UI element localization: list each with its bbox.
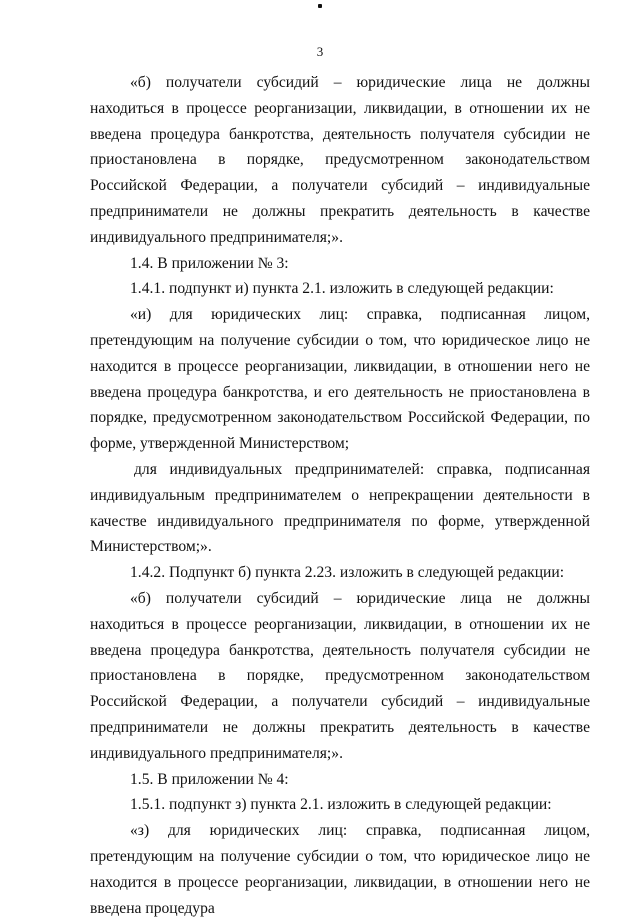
paragraph-i-legal-entities: «и) для юридических лиц: справка, подписанная лицом, претендующим на получение субсидии о том, что юридическое лицо не находится в процессе реорганизации, ликвидации, в отношении него не введена процедура банкротства, и его деятельность не приостановлена в порядке, предусмотренном законодательством Российской Федерации, по форме, утвержденной Министерством; bbox=[90, 306, 590, 453]
page-number: 3 bbox=[316, 44, 324, 59]
document-body bbox=[90, 70, 590, 921]
paragraph-1-5-heading: 1.5. В приложении № 4: bbox=[130, 770, 289, 788]
paragraph-1-4-1: 1.4.1. подпункт и) пункта 2.1. изложить в следующей редакции: bbox=[130, 280, 554, 298]
paragraph-1-4-heading: 1.4. В приложении № 3: bbox=[130, 254, 289, 272]
paragraph-1-b-recipients: «б) получатели субсидий – юридические лица не должны находиться в процессе реорганизации, ликвидации, в отношении их не введена процедура банкротства, деятельность получателя субсидии не приостановлена в порядке, предусмотренном законодательством Российской Федерации, а получатели субсидий – индивидуальные предприниматели не должны прекратить деятельность в качестве индивидуального предпринимателя;». bbox=[90, 74, 590, 246]
paragraph-1-4-2: 1.4.2. Подпункт б) пункта 2.23. изложить в следующей редакции: bbox=[130, 564, 565, 582]
paragraph-z-legal-entities: «з) для юридических лиц: справка, подписанная лицом, претендующим на получение субсидии о том, что юридическое лицо не находится в процессе реорганизации, ликвидации, в отношении него не введена процедура bbox=[90, 822, 590, 917]
paragraph-1-5-1: 1.5.1. подпункт з) пункта 2.1. изложить в следующей редакции: bbox=[130, 796, 552, 814]
scan-mark bbox=[318, 4, 322, 8]
paragraph-2-b-recipients: «б) получатели субсидий – юридические лица не должны находиться в процессе реорганизации, ликвидации, в отношении их не введена процедура банкротства, деятельность получателя субсидии не приостановлена в порядке, предусмотренном законодательством Российской Федерации, а получатели субсидий – индивидуальные предприниматели не должны прекратить деятельность в качестве индивидуального предпринимателя;». bbox=[90, 589, 590, 762]
paragraph-individual-entrepreneurs: для индивидуальных предпринимателей: справка, подписанная индивидуальным предпринимателем о непрекращении деятельности в качестве индивидуального предпринимателя по форме, утвержденной Министерством;». bbox=[90, 460, 590, 556]
